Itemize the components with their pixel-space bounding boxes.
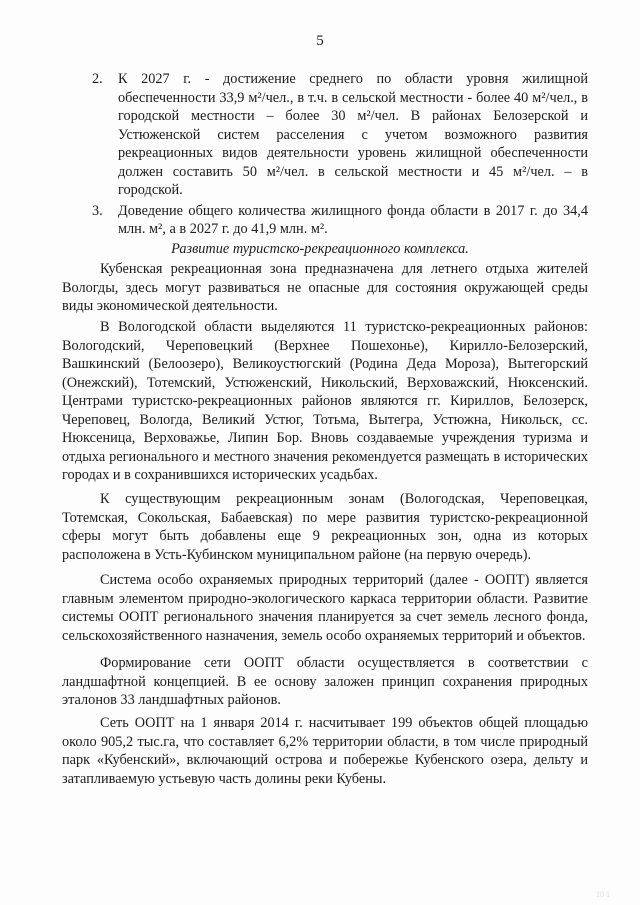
page-number: 5 — [316, 33, 324, 49]
numbered-list — [92, 70, 588, 241]
paragraph-recreation-zones: К существующим рекреационным зонам (Вологодская, Череповецкая, Тотемская, Сокольская, Бабаевская) по мере развития туристско-рекреационной сферы могут быть добавлены еще 9 рекреационных зон, одна из которых расположена в Усть-Кубинском муниципальном районе (на первую очередь). — [62, 491, 588, 563]
list-item — [92, 202, 588, 239]
list-item — [92, 70, 588, 200]
corner-mark: 10 1 — [596, 890, 610, 899]
list-item-text: К 2027 г. - достижение среднего по области уровня жилищной обеспеченности 33,9 м²/чел., в т.ч. в сельской местности - более 40 м²/чел., в городской местности – более 30 м²/чел. В районах Белозерской и Устюженской систем расселения с учетом возможного развития рекреационных видов деятельности уровень жилищной обеспеченности должен составить 50 м²/чел. в сельской местности и 45 м²/чел. – в городской. — [118, 71, 588, 198]
paragraph-oopt-statistics: Сеть ООПТ на 1 января 2014 г. насчитывает 199 объектов общей площадью около 905,2 тыс.га, что составляет 6,2% территории области, в том числе природный парк «Кубенский», включающий острова и побережье Кубенского озера, дельту и затапливаемую устьевую часть долины реки Кубены. — [62, 715, 588, 787]
section-title: Развитие туристско-рекреационного комплекса. — [171, 241, 469, 257]
paragraph-oopt-network: Формирование сети ООПТ области осуществляется в соответствии с ландшафтной концепцией. В ее основу заложен принцип сохранения природных эталонов 33 ландшафтных районов. — [62, 655, 588, 708]
list-item-number: 3. — [92, 202, 103, 219]
paragraph-tourist-districts: В Вологодской области выделяются 11 туристско-рекреационных районов: Вологодский, Череповецкий (Верхнее Пошехонье), Кирилло-Белозерский, Вашкинский (Белоозеро), Великоустюгский (Родина Деда Мороза), Вытегорский (Онежский), Тотемский, Устюженский, Никольский, Верховажский, Нюксенский. Центрами туристско-рекреационных районов являются гг. Кириллов, Белозерск, Череповец, Вологда, Великий Устюг, Тотьма, Вытегра, Устюжна, Никольск, сс. Нюксеница, Верховажье, Липин Бор. Вновь создаваемые учреждения туризма и отдыха регионального и местного значения рекомендуется размещать в исторических городах и в сохранившихся исторических усадьбах. — [62, 319, 588, 483]
list-item-text: Доведение общего количества жилищного фонда области в 2017 г. до 34,4 млн. м², а в 2027 г. до 41,9 млн. м². — [118, 202, 588, 237]
paragraph-kubenskaya-zone: Кубенская рекреационная зона предназначена для летнего отдыха жителей Вологды, здесь могут развиваться не опасные для состояния окружающей среды виды экономической деятельности. — [62, 261, 588, 314]
list-item-number: 2. — [92, 71, 103, 87]
paragraph-oopt-system: Система особо охраняемых природных территорий (далее - ООПТ) является главным элементом природно-экологического каркаса территории области. Развитие системы ООПТ регионального значения планируется за счет земель лесного фонда, сельскохозяйственного назначения, земель особо охраняемых территорий и объектов. — [62, 572, 588, 644]
